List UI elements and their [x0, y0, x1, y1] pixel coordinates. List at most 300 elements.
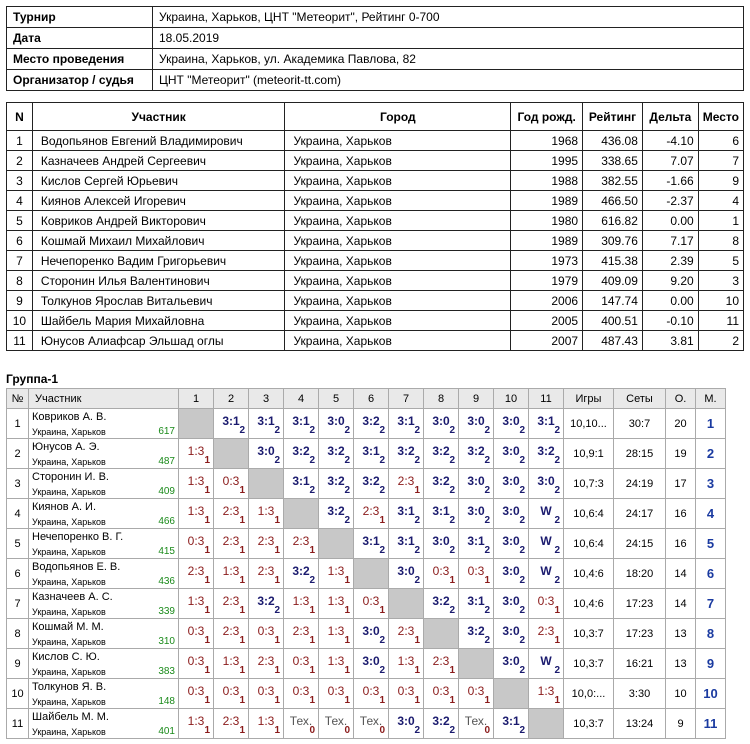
match-result-cell[interactable]	[214, 589, 249, 619]
match-result-cell[interactable]	[354, 649, 389, 679]
cell-n: 11	[7, 331, 33, 351]
match-points: 0	[484, 725, 490, 736]
group-player-name[interactable]: Юнусов А. Э.	[32, 441, 100, 453]
match-points: 1	[414, 665, 420, 676]
match-points: 1	[484, 575, 490, 586]
match-result-cell[interactable]	[354, 469, 389, 499]
match-result-cell[interactable]	[424, 589, 459, 619]
match-result-cell[interactable]	[424, 409, 459, 439]
match-result-cell[interactable]	[494, 439, 529, 469]
match-result-cell[interactable]	[284, 619, 319, 649]
match-result-cell[interactable]	[214, 529, 249, 559]
match-result-cell[interactable]	[319, 709, 354, 739]
match-result-cell[interactable]	[214, 619, 249, 649]
cell-delta: 9.20	[642, 271, 698, 291]
match-result-cell[interactable]	[529, 589, 564, 619]
match-result-cell[interactable]	[284, 559, 319, 589]
match-result-cell[interactable]	[249, 439, 284, 469]
diagonal-cell	[529, 709, 564, 739]
match-points: 2	[449, 725, 455, 736]
match-score: 0:3	[467, 564, 485, 578]
match-result-cell[interactable]	[354, 619, 389, 649]
match-score: 3:2	[327, 504, 345, 518]
match-result-cell[interactable]	[424, 469, 459, 499]
match-result-cell[interactable]	[424, 499, 459, 529]
match-points: 1	[274, 515, 280, 526]
match-result-cell[interactable]	[319, 499, 354, 529]
match-result-cell[interactable]	[249, 649, 284, 679]
group-player-rating: 383	[158, 666, 175, 677]
table-row	[7, 211, 744, 231]
group-place: 9	[696, 649, 726, 679]
group-points: 19	[666, 439, 696, 469]
cell-participant: Юнусов Алиафсар Эльшад оглы	[32, 331, 285, 351]
match-result-cell[interactable]	[214, 709, 249, 739]
match-score: 0:3	[397, 684, 415, 698]
group-player-city: Украина, Харьков	[32, 607, 106, 617]
match-score: 0:3	[187, 654, 205, 668]
match-score: 3:0	[502, 414, 520, 428]
cell-n: 6	[7, 231, 33, 251]
match-score: 3:0	[362, 654, 380, 668]
cell-place: 9	[698, 171, 743, 191]
match-score: 0:3	[292, 654, 310, 668]
cell-n: 10	[7, 311, 33, 331]
match-points: 2	[414, 455, 420, 466]
group-row	[7, 529, 726, 559]
match-result-cell[interactable]	[459, 679, 494, 709]
match-score: 2:3	[397, 474, 415, 488]
match-result-cell[interactable]	[319, 589, 354, 619]
match-score: 3:0	[432, 534, 450, 548]
match-points: 1	[344, 605, 350, 616]
match-points: 2	[239, 425, 245, 436]
match-result-cell[interactable]	[389, 499, 424, 529]
match-result-cell[interactable]	[459, 469, 494, 499]
match-result-cell[interactable]	[179, 709, 214, 739]
cell-n: 9	[7, 291, 33, 311]
group-player-cell	[29, 589, 179, 619]
cell-birth-year: 1973	[511, 251, 583, 271]
match-score: 3:1	[397, 414, 415, 428]
match-result-cell[interactable]	[179, 559, 214, 589]
match-result-cell[interactable]	[319, 559, 354, 589]
group-col-sets: Сеты	[614, 389, 666, 409]
match-result-cell[interactable]	[494, 469, 529, 499]
cell-city: Украина, Харьков	[285, 331, 511, 351]
match-score: 3:0	[362, 624, 380, 638]
match-result-cell[interactable]	[179, 439, 214, 469]
match-points: 1	[239, 545, 245, 556]
match-result-cell[interactable]	[354, 439, 389, 469]
group-player-rating: 415	[158, 546, 175, 557]
match-points: 2	[379, 665, 385, 676]
match-result-cell[interactable]	[179, 499, 214, 529]
info-label: Дата	[7, 28, 153, 49]
match-result-cell[interactable]	[389, 679, 424, 709]
match-score: 3:2	[432, 444, 450, 458]
cell-delta: 2.39	[642, 251, 698, 271]
group-row-number: 7	[7, 589, 29, 619]
match-score: 3:1	[502, 714, 520, 728]
match-result-cell[interactable]	[249, 709, 284, 739]
match-points: 2	[519, 575, 525, 586]
match-points: 2	[274, 425, 280, 436]
group-points: 10	[666, 679, 696, 709]
group-player-name[interactable]: Нечепоренко В. Г.	[32, 531, 124, 543]
match-result-cell[interactable]	[179, 649, 214, 679]
match-result-cell[interactable]	[389, 619, 424, 649]
cell-rating: 409.09	[583, 271, 643, 291]
match-score: 3:0	[502, 624, 520, 638]
match-score: 2:3	[257, 534, 275, 548]
group-player-name[interactable]: Шайбель М. М.	[32, 711, 109, 723]
group-place: 8	[696, 619, 726, 649]
match-score: 1:3	[397, 654, 415, 668]
match-points: 2	[414, 575, 420, 586]
match-result-cell[interactable]	[354, 529, 389, 559]
match-result-cell[interactable]	[319, 409, 354, 439]
match-result-cell[interactable]	[459, 439, 494, 469]
match-score: 3:0	[537, 474, 555, 488]
match-result-cell[interactable]	[354, 409, 389, 439]
match-points: 1	[344, 665, 350, 676]
match-points: 2	[554, 575, 560, 586]
match-result-cell[interactable]	[284, 649, 319, 679]
match-score: 2:3	[292, 534, 310, 548]
match-points: 2	[449, 545, 455, 556]
cell-place: 3	[698, 271, 743, 291]
group-player-city: Украина, Харьков	[32, 427, 106, 437]
cell-city: Украина, Харьков	[285, 311, 511, 331]
group-points: 14	[666, 559, 696, 589]
match-score: Тех.	[464, 714, 488, 728]
match-result-cell[interactable]	[179, 529, 214, 559]
cell-delta: 7.07	[642, 151, 698, 171]
match-score: 3:0	[467, 504, 485, 518]
match-result-cell[interactable]	[424, 649, 459, 679]
match-result-cell[interactable]	[389, 709, 424, 739]
cell-n: 3	[7, 171, 33, 191]
group-points: 13	[666, 619, 696, 649]
cell-participant: Сторонин Илья Валентинович	[32, 271, 285, 291]
group-player-cell	[29, 679, 179, 709]
cell-birth-year: 1980	[511, 211, 583, 231]
match-result-cell[interactable]	[284, 529, 319, 559]
match-points: 1	[414, 695, 420, 706]
match-score: Тех.	[289, 714, 313, 728]
match-points: 2	[379, 485, 385, 496]
match-result-cell[interactable]	[529, 409, 564, 439]
group-games: 10,4:6	[564, 589, 614, 619]
match-score: 1:3	[327, 654, 345, 668]
cell-birth-year: 1988	[511, 171, 583, 191]
match-points: 2	[484, 605, 490, 616]
match-result-cell[interactable]	[389, 439, 424, 469]
match-result-cell[interactable]	[494, 589, 529, 619]
match-score: 2:3	[222, 504, 240, 518]
group-player-name[interactable]: Толкунов Я. В.	[32, 681, 107, 693]
match-points: 2	[449, 425, 455, 436]
group-games: 10,9:1	[564, 439, 614, 469]
match-result-cell[interactable]	[249, 409, 284, 439]
group-player-name[interactable]: Киянов А. И.	[32, 501, 97, 513]
match-points: 2	[449, 485, 455, 496]
match-score: 3:0	[397, 564, 415, 578]
match-points: 2	[379, 425, 385, 436]
group-col-points: О.	[666, 389, 696, 409]
match-result-cell[interactable]	[214, 409, 249, 439]
match-result-cell[interactable]	[249, 559, 284, 589]
match-score: W	[540, 654, 552, 668]
match-points: 1	[239, 485, 245, 496]
match-points: 1	[449, 695, 455, 706]
match-result-cell[interactable]	[459, 619, 494, 649]
match-result-cell[interactable]	[284, 589, 319, 619]
group-player-rating: 436	[158, 576, 175, 587]
match-points: 2	[309, 455, 315, 466]
match-result-cell[interactable]	[529, 619, 564, 649]
group-player-name[interactable]: Казначеев А. С.	[32, 591, 113, 603]
cell-rating: 415.38	[583, 251, 643, 271]
match-result-cell[interactable]	[214, 679, 249, 709]
group-results-grid	[6, 388, 726, 739]
match-points: 2	[519, 635, 525, 646]
match-result-cell[interactable]	[214, 649, 249, 679]
match-result-cell[interactable]	[529, 439, 564, 469]
match-points: 1	[204, 725, 210, 736]
group-points: 16	[666, 529, 696, 559]
match-score: 3:1	[537, 414, 555, 428]
match-result-cell[interactable]	[319, 469, 354, 499]
match-score: 3:0	[432, 414, 450, 428]
group-row	[7, 559, 726, 589]
match-score: 3:1	[467, 594, 485, 608]
group-sets: 3:30	[614, 679, 666, 709]
match-result-cell[interactable]	[424, 529, 459, 559]
match-score: 2:3	[362, 504, 380, 518]
group-player-city: Украина, Харьков	[32, 697, 106, 707]
match-result-cell[interactable]	[214, 469, 249, 499]
match-result-cell[interactable]	[424, 709, 459, 739]
match-score: 2:3	[222, 594, 240, 608]
match-result-cell[interactable]	[494, 499, 529, 529]
match-score: 3:0	[502, 504, 520, 518]
match-result-cell[interactable]	[249, 679, 284, 709]
match-score: 3:2	[257, 594, 275, 608]
match-score: 3:0	[502, 564, 520, 578]
match-result-cell[interactable]	[354, 709, 389, 739]
match-result-cell[interactable]	[494, 409, 529, 439]
match-points: 1	[309, 695, 315, 706]
cell-birth-year: 1989	[511, 231, 583, 251]
match-result-cell[interactable]	[494, 559, 529, 589]
match-points: 2	[449, 455, 455, 466]
match-result-cell[interactable]	[459, 499, 494, 529]
match-points: 1	[204, 455, 210, 466]
match-result-cell[interactable]	[424, 439, 459, 469]
match-result-cell[interactable]	[249, 529, 284, 559]
group-points: 20	[666, 409, 696, 439]
match-points: 1	[239, 515, 245, 526]
match-points: 1	[204, 695, 210, 706]
group-games: 10,0:...	[564, 679, 614, 709]
match-score: 0:3	[327, 684, 345, 698]
match-result-cell[interactable]	[529, 679, 564, 709]
diagonal-cell	[249, 469, 284, 499]
match-result-cell[interactable]	[389, 409, 424, 439]
match-points: 1	[554, 605, 560, 616]
group-row-number: 11	[7, 709, 29, 739]
match-result-cell[interactable]	[494, 649, 529, 679]
match-result-cell[interactable]	[179, 469, 214, 499]
match-points: 1	[344, 635, 350, 646]
match-result-cell[interactable]	[494, 529, 529, 559]
match-result-cell[interactable]	[389, 649, 424, 679]
match-result-cell[interactable]	[494, 619, 529, 649]
group-player-name[interactable]: Кислов С. Ю.	[32, 651, 100, 663]
match-result-cell[interactable]	[529, 469, 564, 499]
match-result-cell[interactable]	[179, 679, 214, 709]
group-col-7: 7	[389, 389, 424, 409]
match-points: 2	[379, 545, 385, 556]
match-result-cell[interactable]	[179, 589, 214, 619]
match-result-cell[interactable]	[424, 559, 459, 589]
match-score: 3:1	[397, 534, 415, 548]
cell-n: 5	[7, 211, 33, 231]
match-result-cell[interactable]	[249, 589, 284, 619]
match-result-cell[interactable]	[284, 709, 319, 739]
match-result-cell[interactable]	[319, 439, 354, 469]
match-result-cell[interactable]	[389, 529, 424, 559]
table-row	[7, 131, 744, 151]
match-result-cell[interactable]	[494, 709, 529, 739]
match-points: 2	[379, 635, 385, 646]
match-score: 3:2	[397, 444, 415, 458]
col-rating: Рейтинг	[583, 103, 643, 131]
match-points: 2	[519, 515, 525, 526]
match-result-cell[interactable]	[424, 679, 459, 709]
group-place: 1	[696, 409, 726, 439]
group-player-name[interactable]: Водопьянов Е. В.	[32, 561, 121, 573]
match-points: 2	[344, 485, 350, 496]
cell-rating: 309.76	[583, 231, 643, 251]
match-result-cell[interactable]	[459, 589, 494, 619]
group-player-rating: 487	[158, 456, 175, 467]
match-result-cell[interactable]	[529, 649, 564, 679]
cell-birth-year: 2007	[511, 331, 583, 351]
match-points: 2	[554, 545, 560, 556]
cell-birth-year: 2006	[511, 291, 583, 311]
group-row	[7, 499, 726, 529]
match-score: 1:3	[187, 504, 205, 518]
match-points: 0	[309, 725, 315, 736]
group-player-name[interactable]: Кошмай М. М.	[32, 621, 104, 633]
group-player-rating: 148	[158, 696, 175, 707]
group-place: 11	[696, 709, 726, 739]
cell-place: 1	[698, 211, 743, 231]
match-score: 0:3	[432, 564, 450, 578]
cell-city: Украина, Харьков	[285, 131, 511, 151]
group-player-city: Украина, Харьков	[32, 457, 106, 467]
match-result-cell[interactable]	[284, 409, 319, 439]
match-result-cell[interactable]	[354, 679, 389, 709]
match-result-cell[interactable]	[389, 559, 424, 589]
group-place: 5	[696, 529, 726, 559]
match-result-cell[interactable]	[284, 679, 319, 709]
group-row	[7, 709, 726, 739]
info-row	[7, 49, 744, 70]
match-result-cell[interactable]	[179, 619, 214, 649]
match-score: 1:3	[187, 714, 205, 728]
match-result-cell[interactable]	[319, 649, 354, 679]
match-result-cell[interactable]	[214, 499, 249, 529]
group-sets: 18:20	[614, 559, 666, 589]
match-points: 2	[309, 485, 315, 496]
match-points: 2	[519, 485, 525, 496]
match-score: 0:3	[467, 684, 485, 698]
group-place: 2	[696, 439, 726, 469]
match-result-cell[interactable]	[319, 679, 354, 709]
table-row	[7, 231, 744, 251]
group-row-number: 5	[7, 529, 29, 559]
match-score: 3:2	[292, 444, 310, 458]
match-result-cell[interactable]	[459, 529, 494, 559]
match-points: 1	[449, 575, 455, 586]
match-result-cell[interactable]	[529, 529, 564, 559]
group-sets: 24:17	[614, 499, 666, 529]
match-points: 2	[554, 485, 560, 496]
diagonal-cell	[319, 529, 354, 559]
match-result-cell[interactable]	[459, 409, 494, 439]
group-sets: 17:23	[614, 619, 666, 649]
match-points: 2	[519, 545, 525, 556]
match-score: 3:1	[362, 534, 380, 548]
match-result-cell[interactable]	[354, 589, 389, 619]
match-score: 3:2	[432, 714, 450, 728]
table-row	[7, 151, 744, 171]
match-result-cell[interactable]	[459, 559, 494, 589]
match-result-cell[interactable]	[354, 499, 389, 529]
match-result-cell[interactable]	[284, 439, 319, 469]
match-points: 1	[414, 635, 420, 646]
match-score: 1:3	[257, 714, 275, 728]
match-score: 3:0	[502, 474, 520, 488]
col-place: Место	[698, 103, 743, 131]
cell-delta: 3.81	[642, 331, 698, 351]
group-player-name[interactable]: Сторонин И. В.	[32, 471, 109, 483]
match-points: 2	[484, 635, 490, 646]
match-score: 3:1	[397, 504, 415, 518]
match-result-cell[interactable]	[249, 499, 284, 529]
match-result-cell[interactable]	[389, 469, 424, 499]
group-col-player: Участник	[29, 389, 179, 409]
match-points: 2	[484, 545, 490, 556]
match-result-cell[interactable]	[284, 469, 319, 499]
group-row	[7, 439, 726, 469]
match-result-cell[interactable]	[214, 559, 249, 589]
diagonal-cell	[494, 679, 529, 709]
match-points: 2	[449, 515, 455, 526]
match-result-cell[interactable]	[249, 619, 284, 649]
match-result-cell[interactable]	[529, 499, 564, 529]
match-result-cell[interactable]	[319, 619, 354, 649]
match-result-cell[interactable]	[459, 709, 494, 739]
group-sets: 13:24	[614, 709, 666, 739]
match-result-cell[interactable]	[529, 559, 564, 589]
group-player-name[interactable]: Ковриков А. В.	[32, 411, 107, 423]
match-score: 2:3	[537, 624, 555, 638]
